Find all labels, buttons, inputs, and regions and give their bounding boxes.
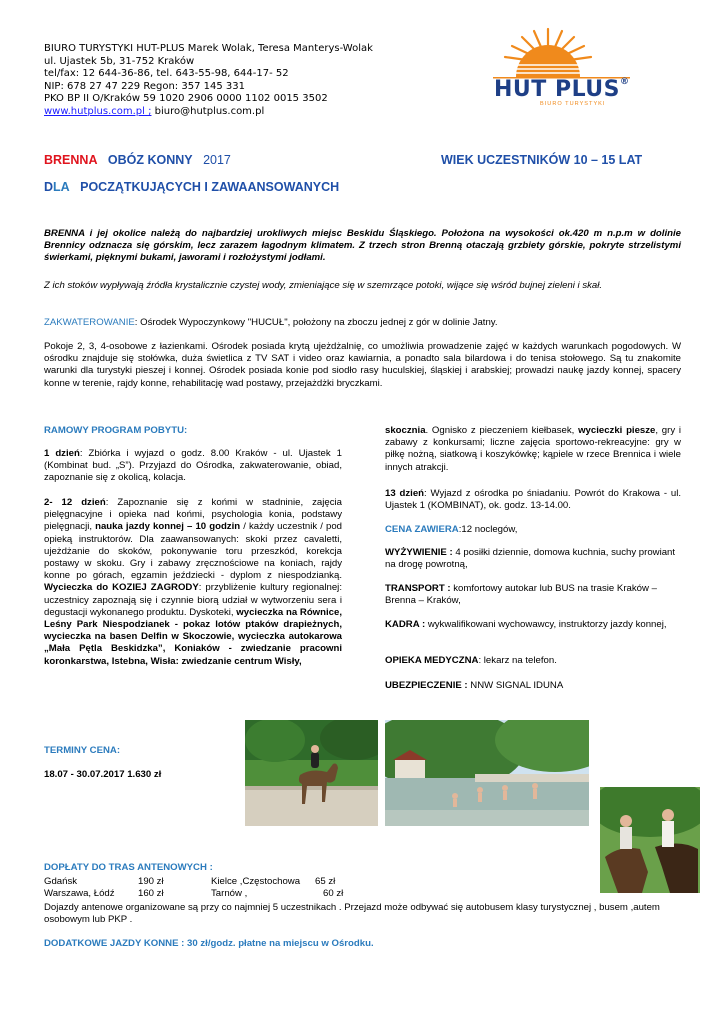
day2-excursion: Wycieczka do KOZIEJ ZAGRODY bbox=[44, 582, 199, 594]
registered-mark: ® bbox=[620, 77, 630, 87]
medical-info bbox=[385, 655, 681, 667]
fare-row bbox=[44, 887, 343, 899]
day2-label: 2- 12 dzień bbox=[44, 497, 106, 508]
camp-type: OBÓZ KONNY bbox=[107, 153, 193, 167]
level-text: POCZĄTKUJĄCYCH I ZAWAANSOWANYCH bbox=[80, 180, 340, 194]
fare-price: 160 zł bbox=[138, 887, 164, 899]
company-address: ul. Ujastek 5b, 31-752 Kraków bbox=[44, 55, 195, 67]
day13-paragraph bbox=[385, 488, 681, 512]
price-includes-label: CENA ZAWIERA bbox=[385, 524, 459, 535]
fare-price: 190 zł bbox=[138, 875, 164, 887]
insurance-info bbox=[385, 680, 681, 692]
website-link[interactable]: www.hutplus.com.pl ; bbox=[44, 105, 152, 117]
program-heading bbox=[44, 425, 342, 437]
place-name: BRENNA bbox=[44, 153, 98, 167]
logo-text: HUT PLUS bbox=[494, 77, 621, 102]
dla-d: D bbox=[44, 180, 54, 194]
extra-riding-label: DODATKOWE JAZDY KONNE : bbox=[44, 938, 185, 949]
camp-title bbox=[44, 153, 231, 167]
hiking-label: wycieczki piesze bbox=[578, 425, 656, 436]
facility-paragraph: Pokoje 2, 3, 4-osobowe z łazienkami. Ośrodek posiada krytą ujeżdżalnię, co umożliwia prowadzenie zajęć w każdych warunkach pogodowych. W ośrodku znajduje się stołówka, duża świetlica z TV SAT i video oraz kawiarnia, a ponadto sala bilardowa i do tenisa stołowego. Są tu znakomite warunki dla turystyki pieszej i konnej. Ośrodek posiada konie pod siodło rasy huculskiej, śląskiej i arabskiej; prowadzi naukę jazdy konnej, spacery konne w terenie, rajdy konne, rehabilitację wad postawy, przejażdżki bryczkami. bbox=[44, 341, 681, 389]
day2-paragraph bbox=[44, 497, 342, 668]
fare-city: Kielce ,Częstochowa bbox=[211, 875, 301, 887]
program-heading-text: RAMOWY PROGRAM POBYTU: bbox=[44, 425, 188, 436]
term-row: 18.07 - 30.07.2017 1.630 zł bbox=[44, 769, 162, 780]
fare-price: 60 zł bbox=[323, 887, 344, 899]
program-continued bbox=[385, 425, 681, 474]
accommodation-label: ZAKWATEROWANIE bbox=[44, 317, 135, 328]
company-name: BIURO TURYSTYKI HUT-PLUS Marek Wolak, Teresa Manterys-Wolak bbox=[44, 43, 373, 54]
staff-label: KADRA : bbox=[385, 619, 426, 630]
intro-paragraph: BRENNA i jej okolice należą do najbardziej urokliwych miejsc Beskidu Śląskiego. Położona na wysokości ok.420 m n.p.m w dolinie Brennicy odznacza się górskim, lecz zarazem łagodnym klimatem. Z trzech stron Brenną otaczają grzbiety górskie, pokryte strzelistymi świerkami, pięknymi bukami, jaworami i rozłożystymi jodłami. bbox=[44, 228, 681, 264]
fare-city: Warszawa, Łódź bbox=[44, 887, 115, 899]
staff-info bbox=[385, 619, 681, 631]
company-phone: tel/fax: 12 644-36-86, tel. 643-55-98, 644-17- 52 bbox=[44, 68, 289, 80]
price-includes-text: :12 noclegów, bbox=[458, 524, 518, 535]
bonfire-text: . Ognisko z pieczeniem kiełbasek, bbox=[425, 425, 579, 436]
company-contact bbox=[44, 106, 373, 119]
day2-text-a: : Zapoznanie się z końmi w stadninie, zajęcia pielęgnacyjne i opieka nad końmi, psychologia konia, podstawy pielęgnacji, bbox=[44, 497, 342, 533]
fare-city: Gdańsk bbox=[44, 875, 78, 887]
meals-info bbox=[385, 547, 681, 571]
dla-la: LA bbox=[53, 180, 70, 194]
activities-text: , gry i zabawy z konkursami; liczne zajęcia sportowo-rekreacyjne: gry w piłkę nożną, siatkową i koszykówkę; kąpiele w rzece Brennica i wiele innych atrakcji. bbox=[385, 425, 682, 473]
day2-riding-hours: nauka jazdy konnej – 10 godzin bbox=[95, 521, 241, 533]
camp-year: 2017 bbox=[203, 153, 231, 167]
fares-note: Dojazdy antenowe organizowane są przy co najmniej 5 uczestnikach . Przejazd może odbywać się autobusem klasy turystycznej , busem ,autem osobowym lub PKP . bbox=[44, 902, 660, 926]
fares-heading-text: DOPŁATY DO TRAS ANTENOWYCH : bbox=[44, 862, 213, 873]
transport-text: komfortowy autokar lub BUS na trasie Kraków – Brenna – Kraków, bbox=[385, 583, 657, 607]
river-bathing-photo bbox=[385, 720, 589, 826]
accommodation-paragraph bbox=[44, 317, 681, 329]
extra-riding bbox=[44, 938, 684, 950]
insurance-text: NNW SIGNAL IDUNA bbox=[467, 680, 564, 691]
transport-info bbox=[385, 583, 681, 607]
day13-text: : Wyjazd z ośrodka po śniadaniu. Powrót do Krakowa - ul. Ujastek 1 (KOMBINAT), ok. godz. 13-14.00. bbox=[385, 488, 681, 512]
meals-label: WYŻYWIENIE : bbox=[385, 547, 453, 558]
staff-text: wykwalifikowani wychowawcy, instruktorzy jazdy konnej, bbox=[425, 619, 667, 630]
ski-jump-label: skocznia bbox=[385, 425, 426, 436]
day2-trips: wycieczka na Równice, Leśny Park Niespodzianek - pokaz lotów ptaków drapieżnych, wycieczka na basen Delfin w Skoczowie, wycieczka autokarowa „Mała Pętla Beskidzka”, Koniaków - zwiedzanie pracowni koronkarstwa, Istebna, Wisła: zwiedzanie centrum Wisły, bbox=[44, 606, 343, 667]
medical-text: : lekarz na telefon. bbox=[478, 655, 557, 666]
fares-table bbox=[44, 875, 343, 899]
day2-text-c: / każdy uczestnik / pod opieką instruktorów. Dla zaawansowanych: skoki przez cavaletti, ujeżdżanie do skoków, pokonywanie toru przeszkód, korekcja postawy w skoku. Gry i zabawy zręcznościowe na koniach, rajdy konne po górach, egzamin jeździecki - dyplom z niespodzianką. bbox=[44, 521, 343, 582]
medical-label: OPIEKA MEDYCZNA bbox=[385, 655, 479, 666]
company-bank: PKO BP II O/Kraków 59 1020 2906 0000 1102 0015 3502 bbox=[44, 93, 328, 105]
fare-price: 65 zł bbox=[315, 875, 336, 887]
day2-text-e: : przybliżenie kultury regionalnej: uczestnicy zapoznają się i czynnie biorą udział w wytworzeniu sera i degustacji wykonanego produktu. Dyskoteki, bbox=[44, 582, 342, 618]
price-includes bbox=[385, 524, 681, 536]
level-title bbox=[44, 180, 339, 194]
fare-row bbox=[44, 875, 343, 887]
meals-text: 4 posiłki dziennie, domowa kuchnia, suchy prowiant na drogę powrotną, bbox=[385, 547, 676, 571]
fare-city: Tarnów , bbox=[211, 887, 248, 899]
hut-plus-logo bbox=[488, 25, 638, 115]
email-text: biuro@hutplus.com.pl bbox=[151, 105, 265, 117]
day1-paragraph bbox=[44, 448, 342, 485]
insurance-label: UBEZPIECZENIE : bbox=[385, 680, 468, 691]
age-range: WIEK UCZESTNIKÓW 10 – 15 LAT bbox=[441, 153, 643, 167]
riders-photo bbox=[600, 787, 700, 893]
accommodation-text: : Ośrodek Wypoczynkowy "HUCUŁ", położony na zboczu jednej z gór w dolinie Jatny. bbox=[134, 317, 498, 328]
day1-label: 1 dzień bbox=[44, 448, 80, 459]
terms-heading bbox=[44, 745, 342, 757]
logo-tagline: BIURO TURYSTYKI bbox=[540, 101, 606, 107]
extra-riding-text: 30 zł/godz. płatne na miejscu w Ośrodku. bbox=[184, 938, 374, 949]
day13-label: 13 dzień bbox=[385, 488, 425, 499]
day1-text: : Zbiórka i wyjazd o godz. 8.00 Kraków - ul. Ujastek 1 (Kombinat bud. „S”). Przyjazd do Ośrodka, zakwaterowanie, obiad, zapoznanie się z okolicą, kolacja. bbox=[44, 448, 342, 484]
company-nip: NIP: 678 27 47 229 Regon: 357 145 331 bbox=[44, 80, 245, 92]
fares-heading bbox=[44, 862, 213, 874]
springs-paragraph: Z ich stoków wypływają źródła krystalicznie czystej wody, zmieniające się w szemrzące potoki, wijące się wśród bujnej zieleni i skał. bbox=[44, 280, 603, 291]
company-info bbox=[44, 43, 373, 119]
terms-heading-text: TERMINY CENA: bbox=[44, 745, 121, 756]
transport-label: TRANSPORT : bbox=[385, 583, 451, 594]
